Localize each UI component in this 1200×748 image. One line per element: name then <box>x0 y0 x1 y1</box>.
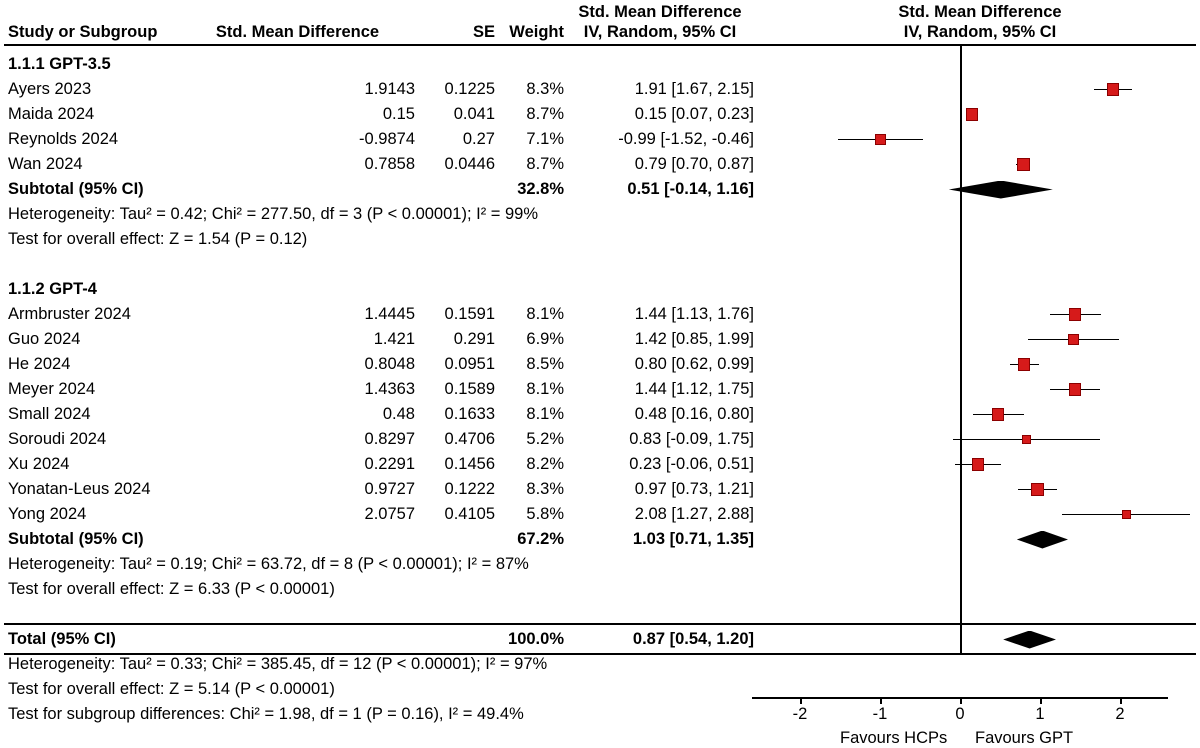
column-header-study: Study or Subgroup <box>8 23 158 41</box>
cell-weight: 8.1% <box>526 405 564 423</box>
cell-weight: 32.8% <box>517 180 564 198</box>
cell-study: Armbruster 2024 <box>8 305 131 323</box>
study-row <box>0 152 760 177</box>
subgroup-header <box>0 52 760 77</box>
cell-weight: 8.7% <box>526 105 564 123</box>
study-row <box>0 477 760 502</box>
cell-weight: 8.1% <box>526 380 564 398</box>
cell-ci: 1.03 [0.71, 1.35] <box>632 530 754 548</box>
cell-smd: 0.9727 <box>364 480 415 498</box>
cell-se: 0.1456 <box>444 455 495 473</box>
x-axis-tick <box>880 697 882 704</box>
effect-marker <box>1031 483 1043 495</box>
cell-ci: 0.80 [0.62, 0.99] <box>634 355 754 373</box>
separator-rule-1 <box>4 623 1196 625</box>
cell-weight: 8.3% <box>526 480 564 498</box>
cell-smd: 1.4445 <box>364 305 415 323</box>
cell-se: 0.041 <box>453 105 495 123</box>
x-axis-tick <box>960 697 962 704</box>
cell-smd: 0.7858 <box>364 155 415 173</box>
plot-header-sub: IV, Random, 95% CI <box>903 23 1057 41</box>
study-row <box>0 377 760 402</box>
effect-marker <box>966 108 979 121</box>
x-axis-tick-label: 0 <box>955 705 965 723</box>
cell-study: Ayers 2023 <box>8 80 92 98</box>
overall-effect-text: Test for overall effect: Z = 6.33 (P < 0.00001) <box>8 580 335 598</box>
cell-se: 0.0446 <box>444 155 495 173</box>
effect-marker <box>1107 83 1119 95</box>
cell-ci: 1.44 [1.13, 1.76] <box>634 305 754 323</box>
cell-se: 0.1589 <box>444 380 495 398</box>
cell-se: 0.0951 <box>444 355 495 373</box>
effect-marker <box>1068 334 1079 345</box>
cell-se: 0.4105 <box>444 505 495 523</box>
x-axis-tick-label: -1 <box>872 705 888 723</box>
heterogeneity-text: Heterogeneity: Tau² = 0.42; Chi² = 277.50, df = 3 (P < 0.00001); I² = 99% <box>8 205 539 223</box>
cell-study: Total (95% CI) <box>8 630 116 648</box>
cell-se: 0.4706 <box>444 430 495 448</box>
cell-weight: 8.2% <box>526 455 564 473</box>
separator-rule-0 <box>4 44 1196 46</box>
separator-rule-2 <box>4 653 1196 655</box>
study-row <box>0 102 760 127</box>
cell-weight: 5.8% <box>526 505 564 523</box>
cell-smd: 0.48 <box>382 405 415 423</box>
subgroup-difference-text: Test for subgroup differences: Chi² = 1.98, df = 1 (P = 0.16), I² = 49.4% <box>8 705 524 723</box>
cell-ci: 0.83 [-0.09, 1.75] <box>629 430 754 448</box>
cell-weight: 8.5% <box>526 355 564 373</box>
column-header-smd-title: Std. Mean Difference <box>578 3 742 21</box>
effect-marker <box>1017 158 1030 171</box>
summary-diamond <box>949 181 1053 199</box>
cell-study: Wan 2024 <box>8 155 83 173</box>
study-row <box>0 502 760 527</box>
cell-weight: 6.9% <box>526 330 564 348</box>
cell-ci: 0.15 [0.07, 0.23] <box>634 105 754 123</box>
cell-study: Subtotal (95% CI) <box>8 180 144 198</box>
cell-weight: 8.3% <box>526 80 564 98</box>
cell-se: 0.1591 <box>444 305 495 323</box>
cell-weight: 7.1% <box>526 130 564 148</box>
cell-ci: 0.51 [-0.14, 1.16] <box>627 180 754 198</box>
cell-weight: 67.2% <box>517 530 564 548</box>
study-row <box>0 127 760 152</box>
study-row <box>0 327 760 352</box>
effect-marker <box>972 458 984 470</box>
cell-smd: -0.9874 <box>359 130 415 148</box>
effect-marker <box>1022 435 1031 444</box>
cell-study: 1.1.2 GPT-4 <box>8 280 97 298</box>
cell-study: Maida 2024 <box>8 105 95 123</box>
cell-ci: 0.48 [0.16, 0.80] <box>634 405 754 423</box>
cell-smd: 0.15 <box>382 105 415 123</box>
cell-se: 0.27 <box>462 130 495 148</box>
x-axis-tick-label: 2 <box>1115 705 1125 723</box>
effect-marker <box>1069 308 1081 320</box>
cell-study: Xu 2024 <box>8 455 70 473</box>
x-axis-tick <box>1040 697 1042 704</box>
x-axis-tick-label: 1 <box>1035 705 1045 723</box>
heterogeneity-text: Heterogeneity: Tau² = 0.19; Chi² = 63.72, df = 8 (P < 0.00001); I² = 87% <box>8 555 529 573</box>
cell-ci: -0.99 [-1.52, -0.46] <box>618 130 754 148</box>
effect-marker <box>1069 383 1081 395</box>
cell-study: Guo 2024 <box>8 330 81 348</box>
column-header-smd-sub: IV, Random, 95% CI <box>583 23 737 41</box>
cell-se: 0.1225 <box>444 80 495 98</box>
cell-weight: 5.2% <box>526 430 564 448</box>
effect-marker <box>1018 358 1031 371</box>
plot-header-title: Std. Mean Difference <box>898 3 1062 21</box>
cell-smd: 1.421 <box>373 330 415 348</box>
summary-diamond <box>1003 631 1056 649</box>
plot-area <box>760 0 1200 747</box>
cell-smd: 1.4363 <box>364 380 415 398</box>
cell-study: 1.1.1 GPT-3.5 <box>8 55 111 73</box>
cell-se: 0.1633 <box>444 405 495 423</box>
study-row <box>0 402 760 427</box>
cell-ci: 1.44 [1.12, 1.75] <box>634 380 754 398</box>
axis-label-right: Favours GPT <box>975 729 1074 747</box>
study-row <box>0 452 760 477</box>
cell-ci: 1.42 [0.85, 1.99] <box>634 330 754 348</box>
overall-effect-text: Test for overall effect: Z = 1.54 (P = 0.12) <box>8 230 308 248</box>
study-row <box>0 352 760 377</box>
cell-smd: 0.8297 <box>364 430 415 448</box>
study-row <box>0 302 760 327</box>
x-axis-tick-label: -2 <box>792 705 808 723</box>
cell-study: Yonatan-Leus 2024 <box>8 480 151 498</box>
cell-study: Reynolds 2024 <box>8 130 119 148</box>
subgroup-header <box>0 277 760 302</box>
null-effect-line <box>960 46 962 653</box>
column-header-smd: Std. Mean Difference <box>215 23 380 41</box>
summary-diamond <box>1017 531 1068 549</box>
cell-ci: 0.23 [-0.06, 0.51] <box>629 455 754 473</box>
cell-ci: 2.08 [1.27, 2.88] <box>634 505 754 523</box>
axis-label-left: Favours HCPs <box>840 729 948 747</box>
cell-se: 0.1222 <box>444 480 495 498</box>
cell-weight: 8.1% <box>526 305 564 323</box>
cell-smd: 0.2291 <box>364 455 415 473</box>
cell-se: 0.291 <box>453 330 495 348</box>
column-header-se: SE <box>472 23 495 41</box>
study-row <box>0 77 760 102</box>
cell-ci: 1.91 [1.67, 2.15] <box>634 80 754 98</box>
cell-study: Yong 2024 <box>8 505 87 523</box>
x-axis-tick <box>800 697 802 704</box>
cell-study: Soroudi 2024 <box>8 430 107 448</box>
cell-weight: 8.7% <box>526 155 564 173</box>
effect-marker <box>875 134 886 145</box>
total-row <box>0 627 760 652</box>
cell-study: Small 2024 <box>8 405 91 423</box>
cell-smd: 0.8048 <box>364 355 415 373</box>
subtotal-row <box>0 527 760 552</box>
effect-marker <box>992 408 1004 420</box>
cell-study: He 2024 <box>8 355 71 373</box>
x-axis-tick <box>1120 697 1122 704</box>
cell-weight: 100.0% <box>508 630 564 648</box>
cell-study: Subtotal (95% CI) <box>8 530 144 548</box>
cell-ci: 0.79 [0.70, 0.87] <box>634 155 754 173</box>
total-overall-effect-text: Test for overall effect: Z = 5.14 (P < 0.00001) <box>8 680 335 698</box>
cell-study: Meyer 2024 <box>8 380 96 398</box>
subtotal-row <box>0 177 760 202</box>
cell-ci: 0.87 [0.54, 1.20] <box>632 630 754 648</box>
column-header-weight: Weight <box>509 23 564 41</box>
cell-smd: 2.0757 <box>364 505 415 523</box>
cell-ci: 0.97 [0.73, 1.21] <box>634 480 754 498</box>
study-row <box>0 427 760 452</box>
total-heterogeneity-text: Heterogeneity: Tau² = 0.33; Chi² = 385.45, df = 12 (P < 0.00001); I² = 97% <box>8 655 548 673</box>
effect-marker <box>1122 510 1132 520</box>
cell-smd: 1.9143 <box>364 80 415 98</box>
